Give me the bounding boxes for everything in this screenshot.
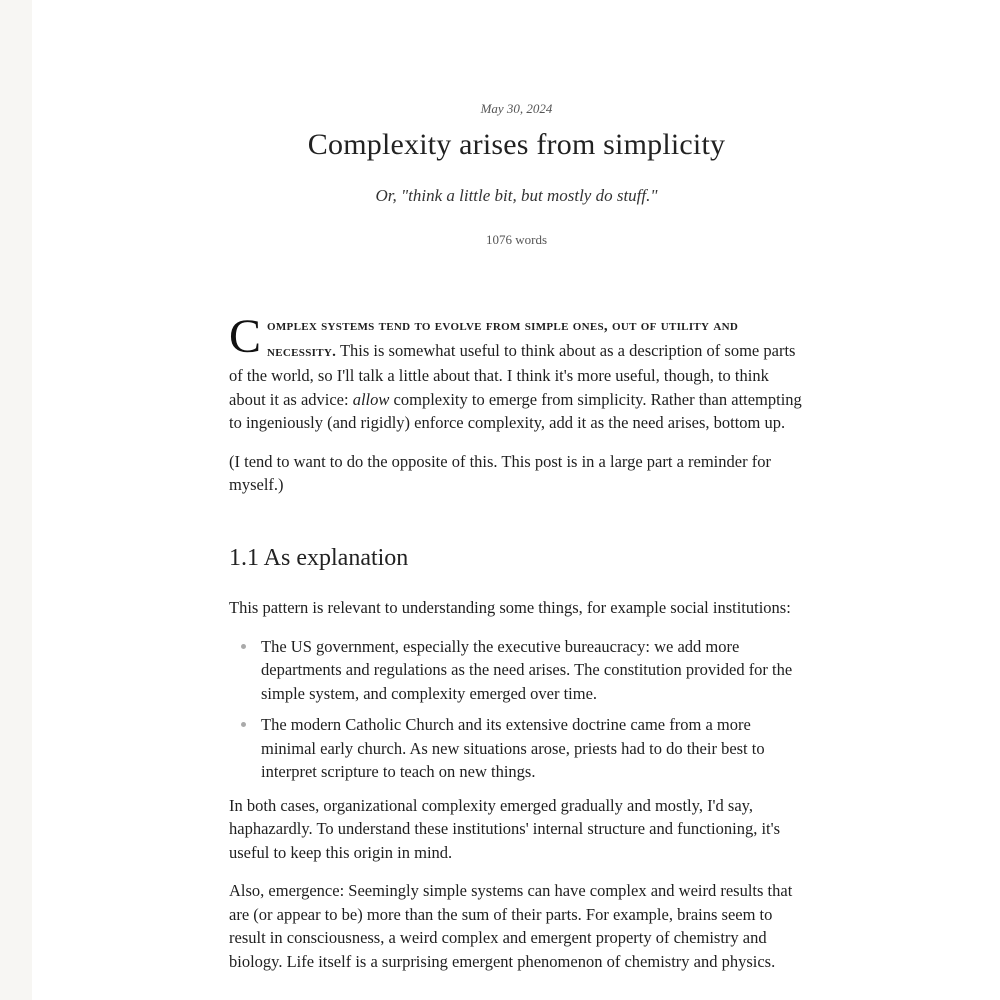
lead-smallcaps: omplex systems tend to evolve from simple ones, out of utility and necessity. bbox=[267, 318, 739, 360]
list-item bbox=[259, 713, 804, 784]
section-heading: 1.1 As explanation bbox=[229, 544, 409, 571]
intro-text-a: This is somewhat useful to think about as a description of some parts of the world, so I'll talk a little about that. I think it's more useful, though, to think about it as advice: bbox=[229, 340, 796, 409]
word-count: 1076 words bbox=[485, 232, 548, 247]
section-paragraph-1: This pattern is relevant to understanding some things, for example social institutions: bbox=[229, 598, 791, 617]
list-item-text: The modern Catholic Church and its extensive doctrine came from a more minimal early church. As new situations arose, priests had to do their best to interpret scripture to teach on new things. bbox=[261, 715, 765, 781]
intro-text-b: complexity to emerge from simplicity. Rather than attempting to ingeniously (and rigidly) enforce complexity, add it as the need arises, bottom up. bbox=[229, 389, 802, 432]
intro-emphasis: allow bbox=[352, 389, 390, 409]
examples-list bbox=[229, 635, 804, 784]
drop-cap: C bbox=[229, 310, 262, 363]
section-paragraph-2: In both cases, organizational complexity emerged gradually and mostly, I'd say, haphazardly. To understand these institutions' internal structure and functioning, it's useful to keep this origin in mind. bbox=[229, 795, 781, 862]
list-item bbox=[259, 635, 804, 706]
intro-paragraph-2: (I tend to want to do the opposite of this. This post is in a large part a reminder for myself.) bbox=[229, 451, 771, 494]
post-subtitle: Or, "think a little bit, but mostly do stuff." bbox=[375, 186, 658, 205]
intro-paragraph bbox=[229, 310, 804, 435]
bullet-icon bbox=[241, 644, 246, 649]
bullet-icon bbox=[241, 722, 246, 727]
list-item-text: The US government, especially the executive bureaucracy: we add more departments and regulations as the need arises. The constitution provided for the simple system, and complexity emerged over time. bbox=[261, 636, 793, 703]
page bbox=[32, 0, 1000, 1000]
post-date: May 30, 2024 bbox=[480, 101, 553, 116]
section-paragraph-3: Also, emergence: Seemingly simple systems can have complex and weird results that are (or appear to be) more than the sum of their parts. For example, brains seem to result in consciousness, a weird complex and emergent property of chemistry and biology. Life itself is a surprising emergent phenomenon of chemistry and physics. bbox=[229, 881, 793, 971]
post-title: Complexity arises from simplicity bbox=[307, 128, 726, 161]
article-body bbox=[229, 310, 804, 988]
